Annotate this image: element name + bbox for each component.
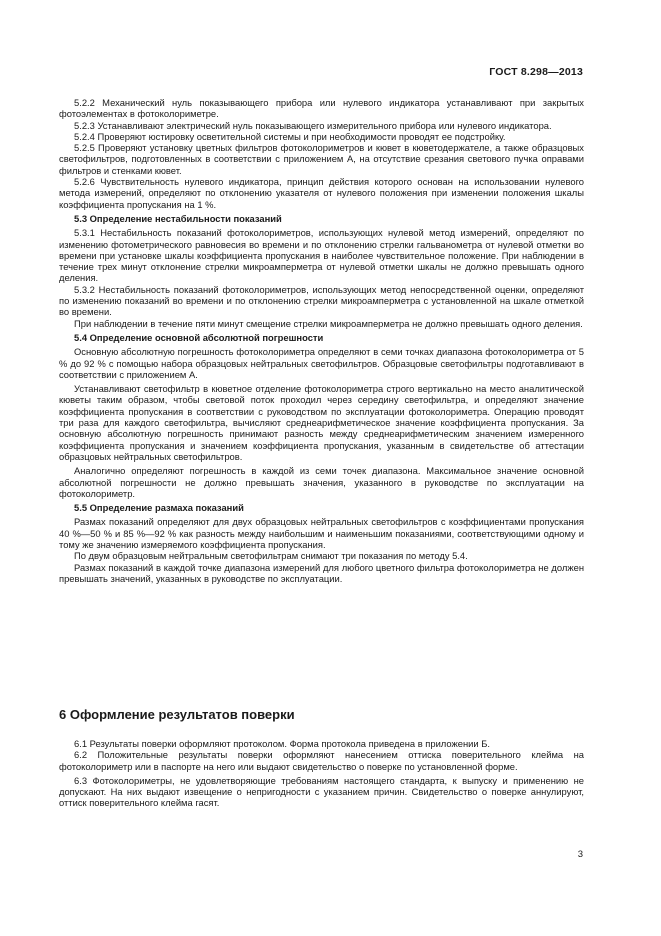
- body-text: [59, 97, 584, 584]
- paragraph-6-1: 6.1 Результаты поверки оформляют протоколом. Форма протокола приведена в приложении Б.: [74, 738, 490, 749]
- paragraph-5-4-a: Основную абсолютную погрешность фотоколориметра определяют в семи точках диапазона фотоколориметра от 5 % до 92 % с помощью набора образцовых нейтральных светофильтров. Образцовые светофильтры подготавливают в соответствии с приложением А.: [59, 346, 584, 380]
- paragraph-5-2-3: 5.2.3 Устанавливают электрический нуль показывающего измерительного прибора или нулевого индикатора.: [74, 119, 552, 131]
- paragraph-5-4-c: Аналогично определяют погрешность в каждой из семи точек диапазона. Максимальное значение основной абсолютной погрешности не должно превышать значения, указанного в руководстве по эксплуатации на фотоколориметр.: [59, 465, 584, 499]
- paragraph-5-4-b: Устанавливают светофильтр в кюветное отделение фотоколориметра строго вертикально на место аналитической кюветы таким образом, чтобы световой поток проходил через середину светофильтра, и определяют значение коэффициента пропускания в соответствии с руководством по эксплуатации фотоколориметра. Операцию проводят три раза для каждого светофильтра, вычисляют среднеарифметическое значение коэффициента пропускания. За основную абсолютную погрешность принимают разность между среднеарифметическим значением измеренного коэффициента пропускания и значением коэффициента пропускания, указанным в свидетельстве об аттестации образцовых нейтральных светофильтров.: [59, 383, 584, 462]
- paragraph-5-5-a: Размах показаний определяют для двух образцовых нейтральных светофильтров с коэффициентами пропускания 40 %—50 % и 85 %—92 % как разность между наибольшим и наименьшим показаниями, соответствующими одному и тому же значению измеряемого коэффициента пропускания.: [59, 516, 584, 550]
- paragraph-5-3-2-note: При наблюдении в течение пяти минут смещение стрелки микроамперметра не должно превышать одного деления.: [74, 317, 583, 329]
- paragraph-5-2-2: 5.2.2 Механический нуль показывающего прибора или нулевого индикатора устанавливают при закрытых фотоэлементах в фотоколориметре.: [59, 97, 584, 120]
- paragraph-5-2-4: 5.2.4 Проверяют юстировку осветительной системы и при необходимости проводят ее подстройку.: [74, 130, 506, 142]
- paragraph-5-3-1: 5.3.1 Нестабильность показаний фотоколориметров, использующих нулевой метод измерений, определяют по изменению фотометрического равновесия во времени и по отклонению стрелки гальванометра от нулевой отметки во времени при установке шкалы коэффициента пропускания в наиболее чувствительное положение. При наблюдении в течение трех минут отклонение стрелки микроамперметра от нулевой отметки шкалы не должно превышать одного деления.: [59, 227, 584, 284]
- section-6-body: [59, 738, 584, 809]
- heading-5-5: 5.5 Определение размаха показаний: [74, 502, 244, 514]
- paragraph-5-5-b: По двум образцовым нейтральным светофильтрам снимают три показания по методу 5.4.: [74, 550, 468, 562]
- page-number: 3: [577, 849, 583, 860]
- paragraph-5-5-c: Размах показаний в каждой точке диапазона измерений для любого цветного фильтра фотоколориметра не должен превышать значений, указанных в руководстве по эксплуатации.: [59, 561, 584, 584]
- document-id: ГОСТ 8.298—2013: [489, 66, 583, 78]
- paragraph-5-3-2: 5.3.2 Нестабильность показаний фотоколориметров, использующих метод непосредственной оценки, определяют по изменению показаний во времени и по отклонению стрелки микроамперметра с установленной на шкале отметкой во времени.: [59, 283, 584, 318]
- paragraph-5-2-5: 5.2.5 Проверяют установку цветных фильтров фотоколориметров и кювет в кюветодержателе, а также образцовых светофильтров, подготовленных в соответствии с приложением А, на отсутствие срезания светового пучка оправами фильтров и стенками кювет.: [59, 142, 584, 176]
- paragraph-5-2-6: 5.2.6 Чувствительность нулевого индикатора, принцип действия которого основан на использовании нулевого метода измерений, определяют по отклонению указателя от нулевого положения при изменении положения шкалы коэффициента пропускания на 1 %.: [59, 176, 584, 210]
- heading-5-4: 5.4 Определение основной абсолютной погрешности: [74, 331, 324, 343]
- heading-5-3: 5.3 Определение нестабильности показаний: [74, 212, 282, 224]
- section-6-title: 6 Оформление результатов поверки: [59, 707, 295, 722]
- paragraph-6-2: 6.2 Положительные результаты поверки оформляют нанесением оттиска поверительного клейма на фотоколориметр или в паспорте на него или выдают свидетельство о поверке по установленной форме.: [59, 749, 584, 772]
- paragraph-6-3: 6.3 Фотоколориметры, не удовлетворяющие требованиям настоящего стандарта, к выпуску и применению не допускают. На них выдают извещение о непригодности с указанием причин. Свидетельство о поверке аннулируют, оттиск поверительного клейма гасят.: [59, 774, 584, 809]
